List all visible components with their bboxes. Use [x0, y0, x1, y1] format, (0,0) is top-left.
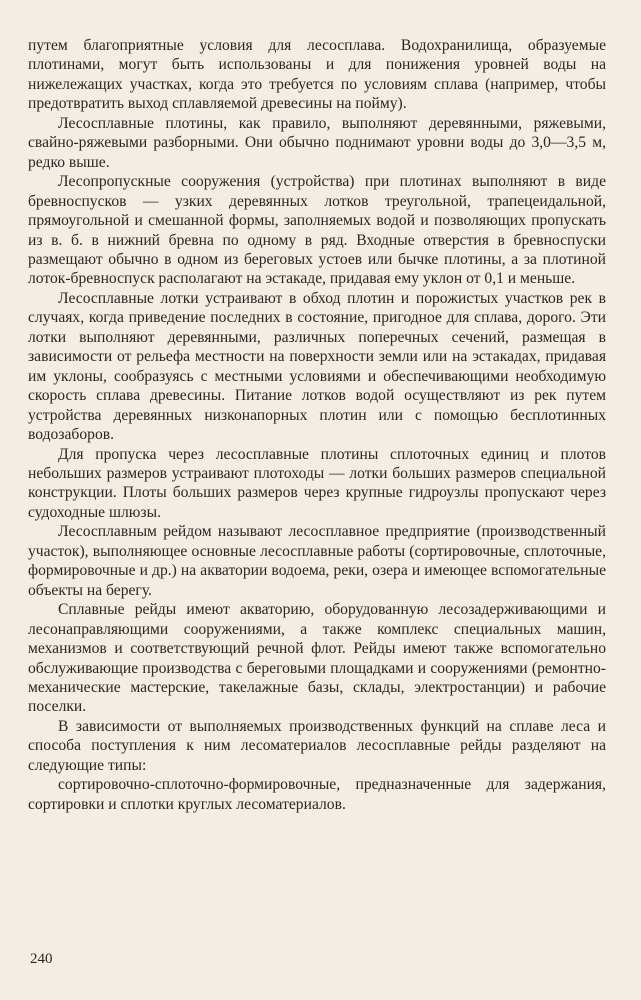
paragraph-3: Лесопропускные сооружения (устройства) при плотинах выполняют в виде бревноспусков — узких деревянных лотков треугольной, трапецеидальной, прямоугольной и смешанной формы, заполняемых водой и позволяющих пропускать из в. б. в нижний бревна по одному в ряд. Входные отверстия в бревноспуски размещают обычно в одном из береговых устоев или бычке плотины, а за плотиной лоток-бревноспуск располагают на эстакаде, придавая ему уклон от 0,1 и меньше.: [28, 173, 606, 288]
page-text-body: [28, 36, 606, 814]
paragraph-6: Лесосплавным рейдом называют лесосплавное предприятие (производственный участок), выполняющее основные лесосплавные работы (сортировочные, сплоточные, формировочные и др.) на акватории водоема, реки, озера и имеющее вспомогательные объекты на берегу.: [28, 523, 606, 599]
paragraph-4: Лесосплавные лотки устраивают в обход плотин и порожистых участков рек в случаях, когда приведение последних в состояние, пригодное для сплава, дорого. Эти лотки выполняют деревянными, различных поперечных сечений, размещая в зависимости от рельефа местности на поверхности земли или на эстакадах, придавая им уклоны, сообразуясь с местными условиями и обеспечивающими необходимую скорость сплава древесины. Питание лотков водой осуществляют из рек путем устройства деревянных низконапорных плотин или с помощью бесплотинных водозаборов.: [28, 289, 606, 444]
paragraph-2: Лесосплавные плотины, как правило, выполняют деревянными, ряжевыми, свайно-ряжевыми разборными. Они обычно поднимают уровни воды до 3,0—3,5 м, редко выше.: [28, 114, 606, 171]
paragraph-8: В зависимости от выполняемых производственных функций на сплаве леса и способа поступления к ним лесоматериалов лесосплавные рейды разделяют на следующие типы:: [28, 717, 606, 774]
paragraph-7: Сплавные рейды имеют акваторию, оборудованную лесозадерживающими и лесонаправляющими сооружениями, а также комплекс специальных машин, механизмов и соответствующий речной флот. Рейды имеют также вспомогательно обслуживающие производства с береговыми площадками и сооружениями (ремонтно-механические мастерские, такелажные базы, склады, электростанции) и рабочие поселки.: [28, 601, 606, 716]
paragraph-9: сортировочно-сплоточно-формировочные, предназначенные для задержания, сортировки и сплотки круглых лесоматериалов.: [28, 776, 606, 813]
paragraph-5: Для пропуска через лесосплавные плотины сплоточных единиц и плотов небольших размеров устраивают плотоходы — лотки больших размеров специальной конструкции. Плоты больших размеров через крупные гидроузлы пропускают через судоходные шлюзы.: [28, 445, 606, 521]
paragraph-1: путем благоприятные условия для лесосплава. Водохранилища, образуемые плотинами, могут быть использованы и для понижения уровней воды на нижележащих участках, когда это требуется по условиям сплава (например, чтобы предотвратить выход сплавляемой древесины на пойму).: [28, 37, 606, 113]
page-number: 240: [30, 951, 53, 967]
